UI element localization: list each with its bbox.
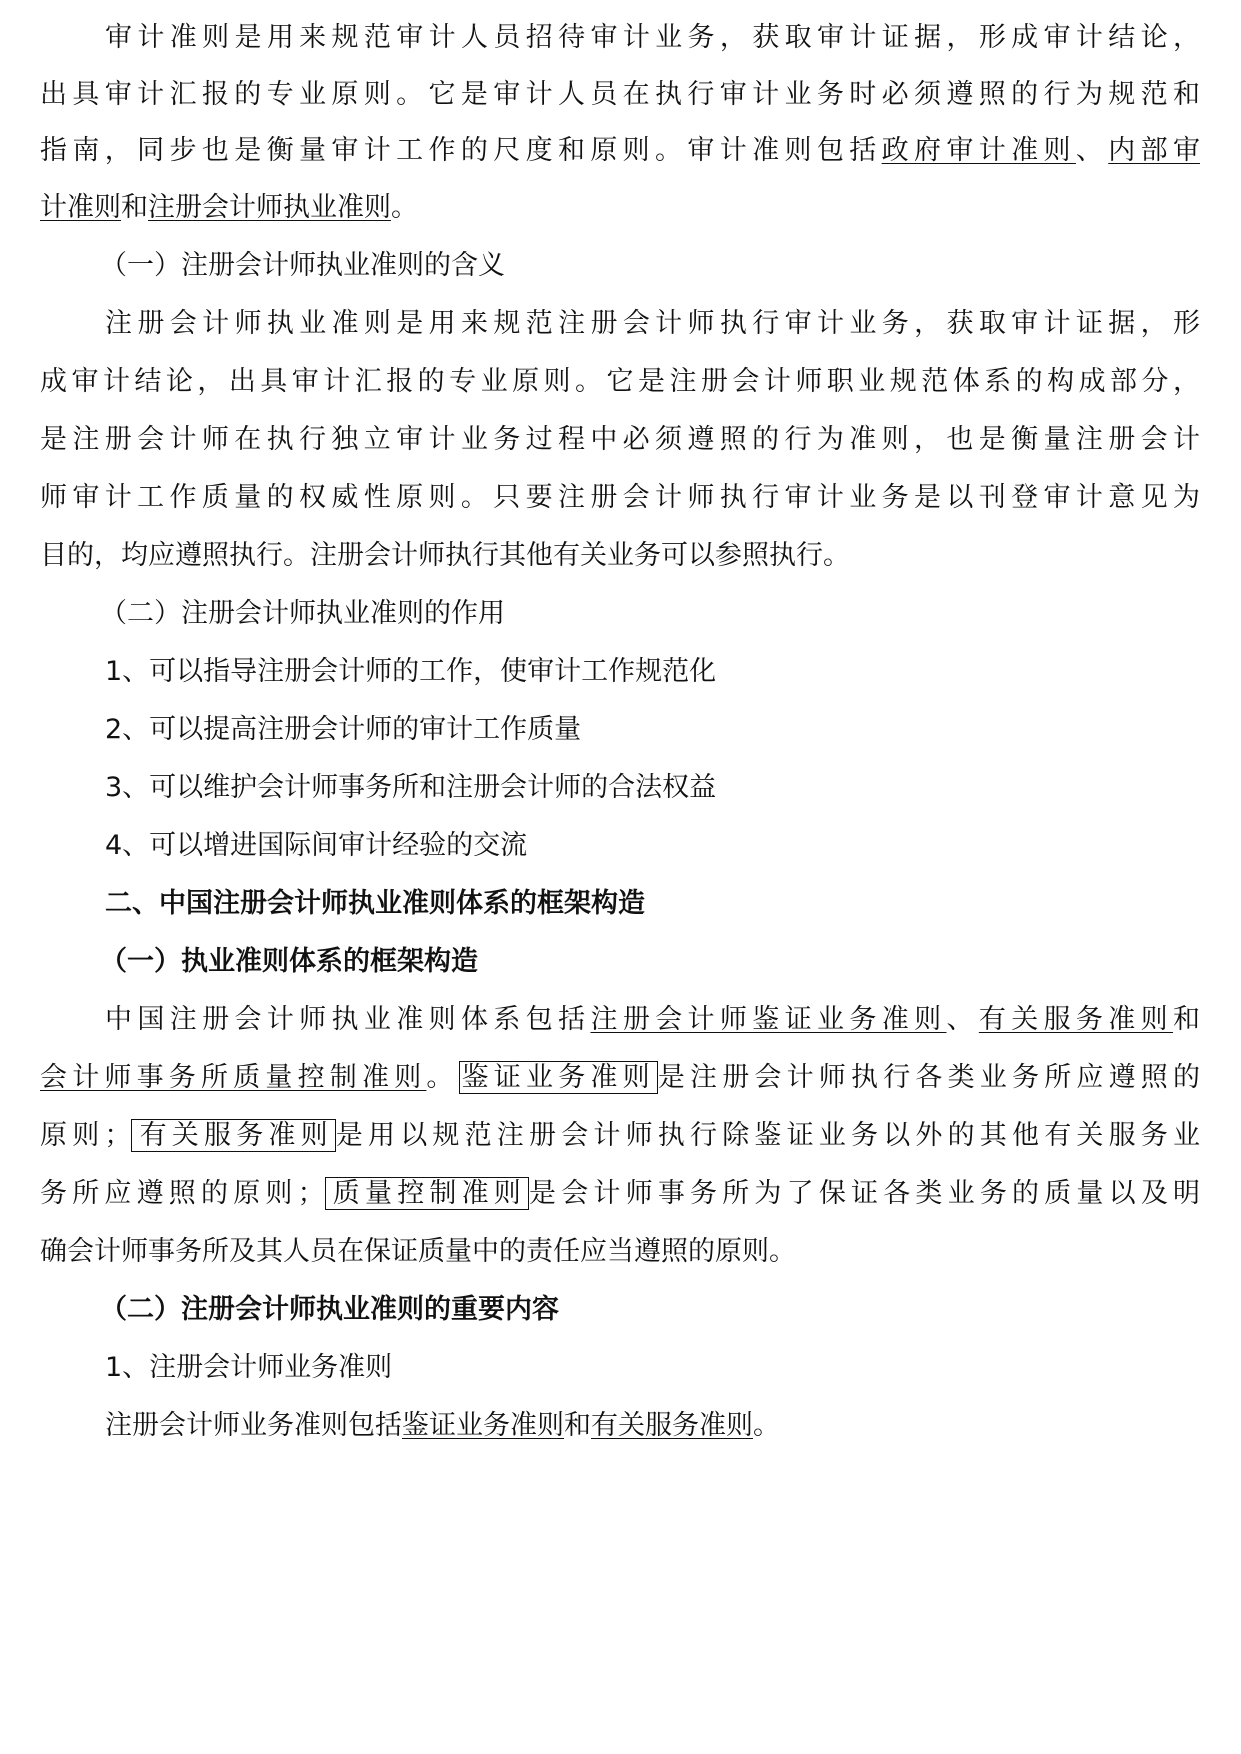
list-item: 3、可以维护会计师事务所和注册会计师的合法权益 [105,772,717,803]
link-assurance-standards-2[interactable]: 鉴证业务准则 [402,1410,564,1441]
intro-line-3: 指南，同步也是衡量审计工作的尺度和原则。审计准则包括政府审计准则、内部审 [40,135,1201,166]
list-item: 1、可以指导注册会计师的工作，使审计工作规范化 [105,656,717,687]
section-heading-meaning: （一）注册会计师执业准则的含义 [100,250,505,281]
framework-line-3: 原则； 有关服务准则 是用以规范注册会计师执行除鉴证业务以外的其他有关服务业 [40,1120,1201,1151]
meaning-line-3: 是注册会计师在执行独立审计业务过程中必须遵照的行为准则，也是衡量注册会计 [40,424,1200,455]
framework-line-2: 会计师事务所质量控制准则。 鉴证业务准则 是注册会计师执行各类业务所应遵照的 [40,1062,1201,1093]
meaning-line-5: 目的，均应遵照执行。注册会计师执行其他有关业务可以参照执行。 [40,540,850,571]
list-item: 1、注册会计师业务准则 [105,1352,393,1383]
section-heading-function: （二）注册会计师执业准则的作用 [100,598,505,629]
framework-line-5: 确会计师事务所及其人员在保证质量中的责任应当遵照的原则。 [40,1236,796,1267]
link-assurance-standards[interactable]: 注册会计师鉴证业务准则 [590,1004,947,1035]
link-related-services-standards-2[interactable]: 有关服务准则 [591,1410,753,1441]
link-related-services-standards[interactable]: 有关服务准则 [978,1004,1174,1035]
link-internal-audit-standards[interactable]: 内部审 [1108,135,1201,166]
list-item: 2、可以提高注册会计师的审计工作质量 [105,714,582,745]
boxed-term-related-services: 有关服务准则 [131,1119,335,1152]
link-quality-control-standards[interactable]: 会计师事务所质量控制准则 [40,1062,427,1093]
boxed-term-assurance: 鉴证业务准则 [459,1061,658,1094]
intro-line-2: 出具审计汇报的专业原则。它是审计人员在执行审计业务时必须遵照的行为规范和 [40,79,1200,110]
meaning-line-4: 师审计工作质量的权威性原则。只要注册会计师执行审计业务是以刊登审计意见为 [40,482,1200,513]
content-line-1: 注册会计师业务准则包括鉴证业务准则和有关服务准则。 [105,1410,780,1441]
framework-line-4: 务所应遵照的原则； 质量控制准则 是会计师事务所为了保证各类业务的质量以及明 [40,1178,1201,1209]
link-cpa-practice-standards[interactable]: 注册会计师执业准则 [148,192,391,223]
meaning-line-2: 成审计结论，出具审计汇报的专业原则。它是注册会计师职业规范体系的构成部分， [40,366,1200,397]
framework-line-1: 中国注册会计师执业准则体系包括注册会计师鉴证业务准则、有关服务准则和 [105,1004,1201,1035]
meaning-line-1: 注册会计师执业准则是用来规范注册会计师执行审计业务，获取审计证据，形 [105,308,1200,339]
link-government-audit-standards[interactable]: 政府审计准则 [881,135,1076,166]
subsection-heading-content: （二）注册会计师执业准则的重要内容 [100,1294,559,1325]
intro-line-1: 审计准则是用来规范审计人员招待审计业务，获取审计证据，形成审计结论， [105,22,1200,53]
part-heading-framework: 二、中国注册会计师执业准则体系的框架构造 [105,888,645,919]
link-internal-audit-standards-cont[interactable]: 计准则 [40,192,121,223]
subsection-heading-framework: （一）执业准则体系的框架构造 [100,946,478,977]
list-item: 4、可以增进国际间审计经验的交流 [105,830,528,861]
boxed-term-quality-control: 质量控制准则 [325,1177,529,1210]
intro-line-4: 计准则和注册会计师执业准则。 [40,192,418,223]
